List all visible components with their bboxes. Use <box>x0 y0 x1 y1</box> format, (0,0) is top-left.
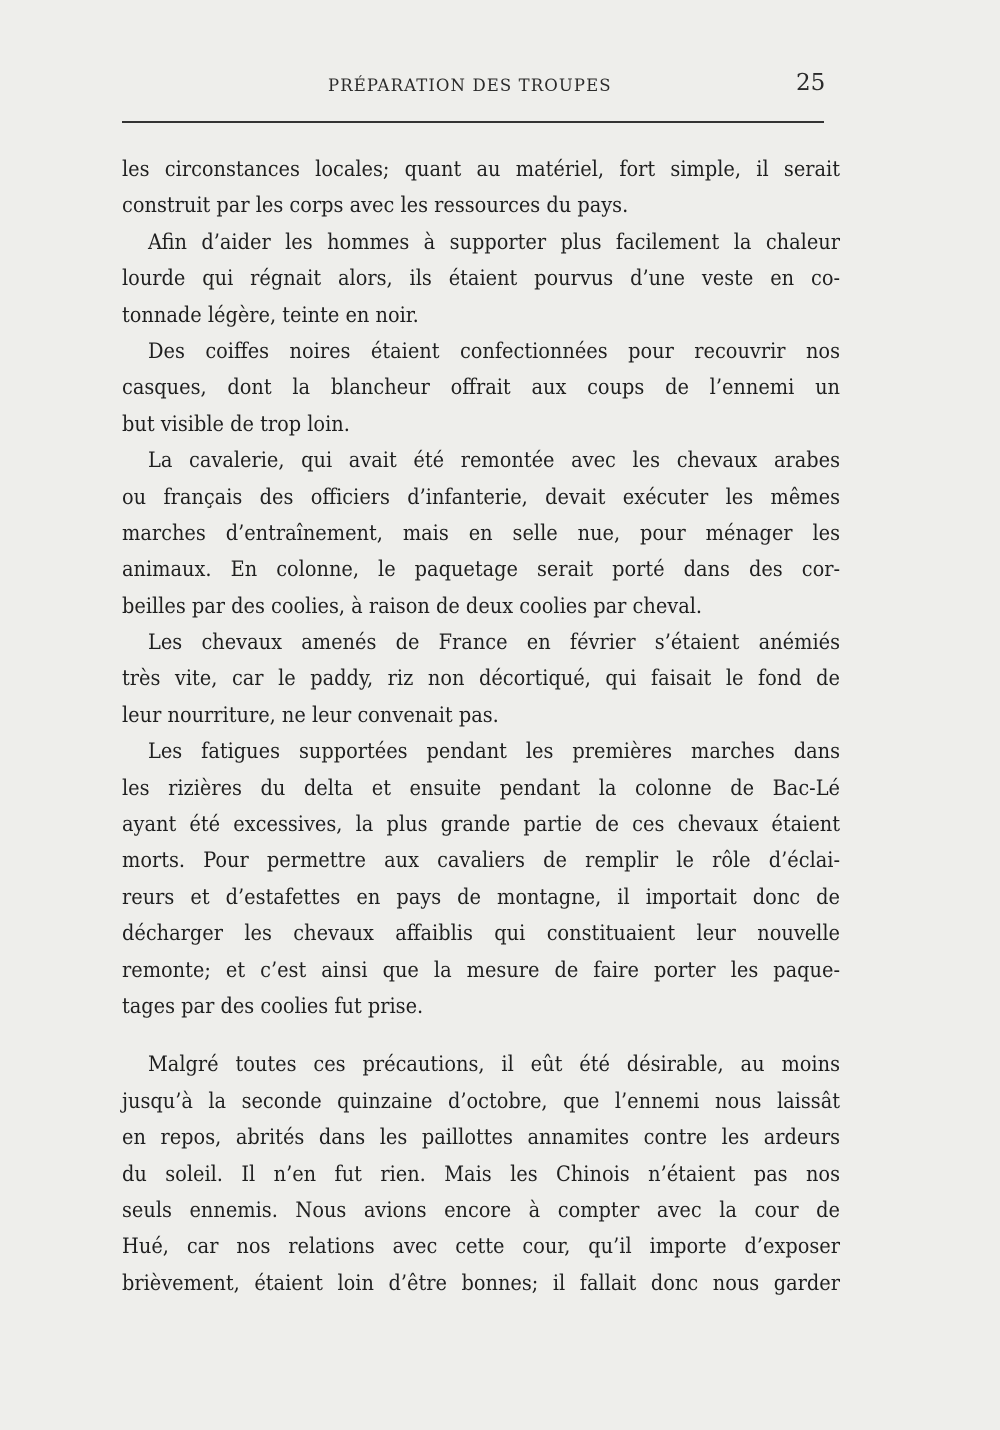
body-text <box>122 152 840 1302</box>
text-line: tonnade légère, teinte en noir. <box>122 302 419 328</box>
text-line: les rizières du delta et ensuite pendant la colonne de Bac-Lé <box>122 775 840 801</box>
text-line: en repos, abrités dans les paillottes annamites contre les ardeurs <box>122 1125 840 1151</box>
text-line: Malgré toutes ces précautions, il eût été désirable, au moins <box>148 1052 840 1078</box>
text-line: leur nourriture, ne leur convenait pas. <box>122 702 499 728</box>
text-line: décharger les chevaux affaiblis qui constituaient leur nouvelle <box>122 921 840 947</box>
text-line: casques, dont la blancheur offrait aux coups de l’ennemi un <box>122 375 840 401</box>
text-line: ayant été excessives, la plus grande partie de ces chevaux étaient <box>122 812 840 838</box>
text-line: Les chevaux amenés de France en février s’étaient anémiés <box>148 630 840 656</box>
text-line: construit par les corps avec les ressources du pays. <box>122 193 629 219</box>
text-line: morts. Pour permettre aux cavaliers de remplir le rôle d’éclai- <box>122 848 840 874</box>
text-line: lourde qui régnait alors, ils étaient pourvus d’une veste en co- <box>122 266 840 292</box>
header-rule <box>122 121 824 123</box>
text-line: tages par des coolies fut prise. <box>122 993 424 1019</box>
text-line: but visible de trop loin. <box>122 411 350 437</box>
text-line: très vite, car le paddy, riz non décortiqué, qui faisait le fond de <box>122 666 840 692</box>
text-line: marches d’entraînement, mais en selle nue, pour ménager les <box>122 520 840 546</box>
paragraph-gap <box>122 1025 840 1047</box>
text-line: Hué, car nos relations avec cette cour, qu’il importe d’exposer <box>122 1234 840 1260</box>
text-line: Les fatigues supportées pendant les premières marches dans <box>148 739 840 765</box>
text-line: La cavalerie, qui avait été remontée avec les chevaux arabes <box>148 448 840 474</box>
page-number: 25 <box>796 70 826 96</box>
text-line: beilles par des coolies, à raison de deux coolies par cheval. <box>122 593 703 619</box>
text-line: seuls ennemis. Nous avions encore à compter avec la cour de <box>122 1197 840 1223</box>
running-title: PRÉPARATION DES TROUPES <box>328 76 612 95</box>
text-line: les circonstances locales; quant au matériel, fort simple, il serait <box>122 157 840 182</box>
text-line: animaux. En colonne, le paquetage serait porté dans des cor- <box>122 557 840 583</box>
running-header <box>0 70 1000 100</box>
text-line: jusqu’à la seconde quinzaine d’octobre, que l’ennemi nous laissât <box>122 1088 840 1114</box>
text-line: Afin d’aider les hommes à supporter plus facilement la chaleur <box>148 229 840 255</box>
text-line: du soleil. Il n’en fut rien. Mais les Chinois n’étaient pas nos <box>122 1161 840 1187</box>
text-line: Des coiffes noires étaient confectionnées pour recouvrir nos <box>148 338 840 364</box>
text-line: ou français des officiers d’infanterie, devait exécuter les mêmes <box>122 484 840 510</box>
text-line: reurs et d’estafettes en pays de montagne, il importait donc de <box>122 884 840 910</box>
text-line: brièvement, étaient loin d’être bonnes; il fallait donc nous garder <box>122 1270 840 1296</box>
text-line: remonte; et c’est ainsi que la mesure de faire porter les paque- <box>122 957 840 983</box>
